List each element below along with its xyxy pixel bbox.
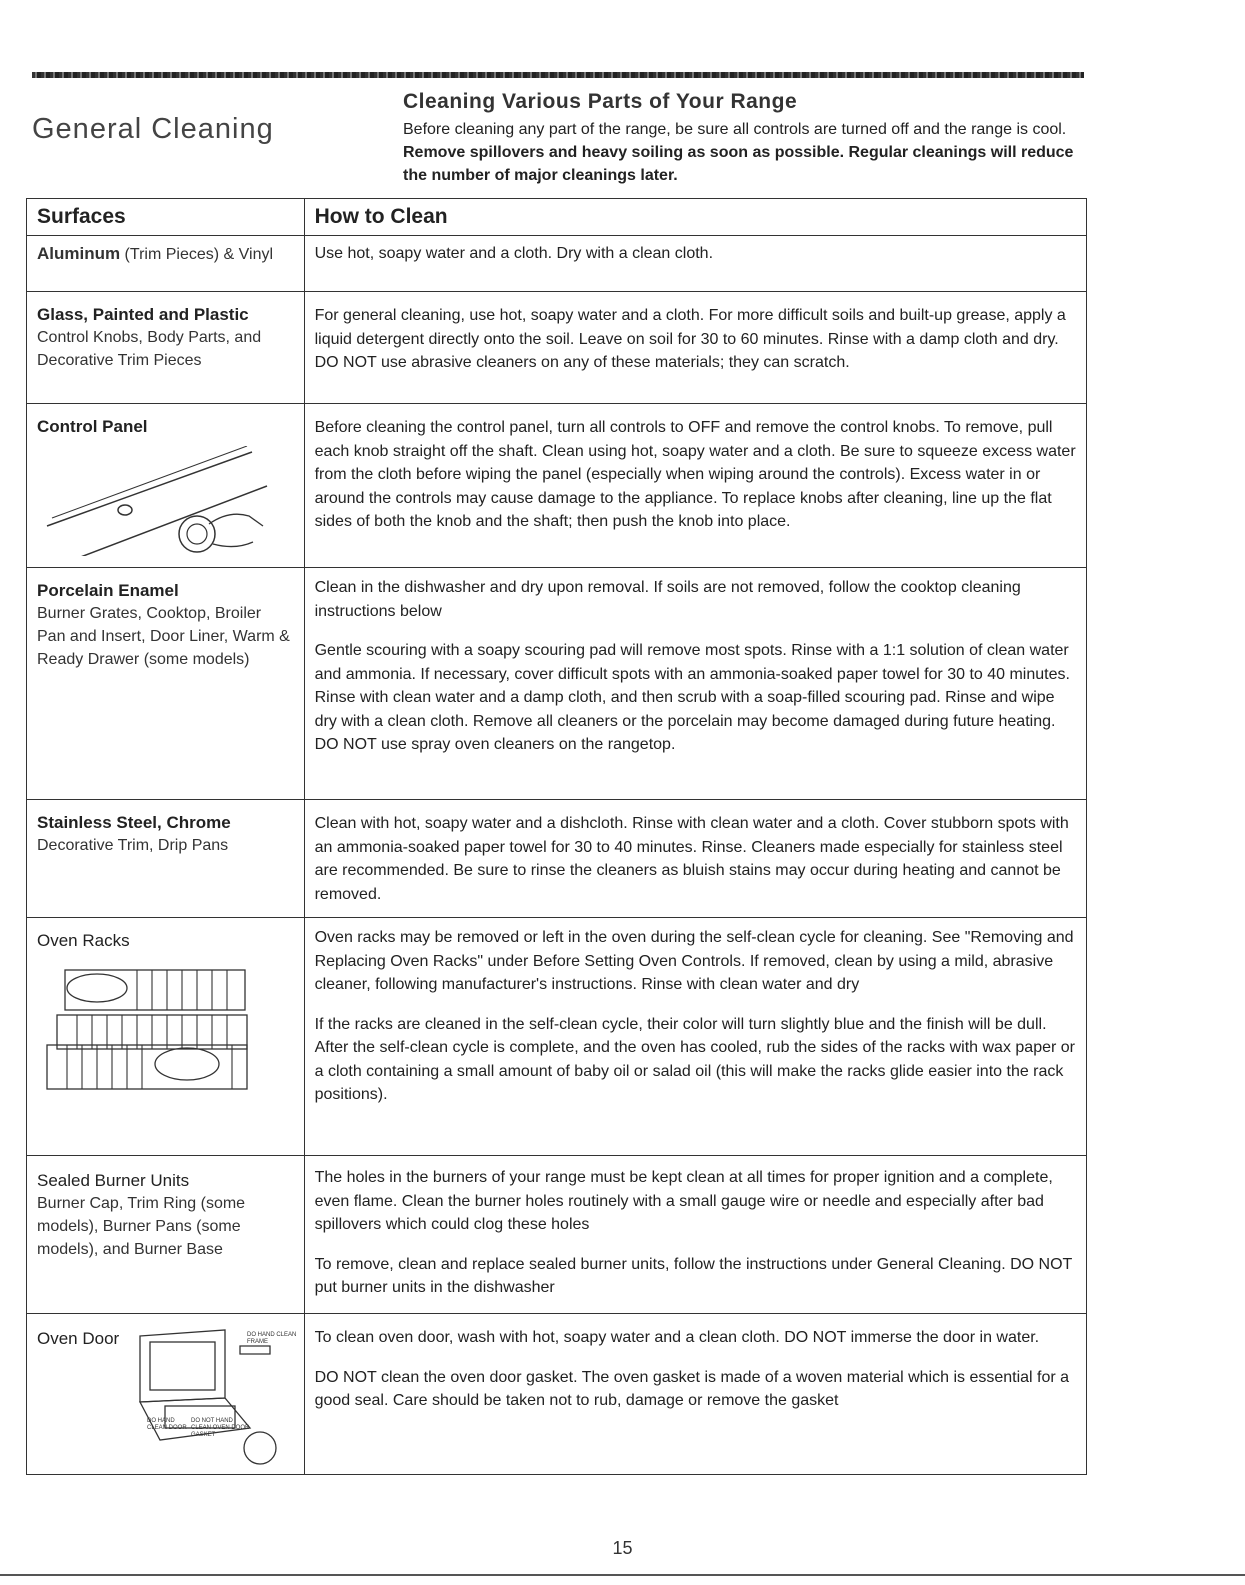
- how-cell: [304, 236, 1086, 292]
- header-how-to-clean: How to Clean: [304, 199, 1086, 236]
- how-cell: [304, 800, 1086, 918]
- table-row: [27, 568, 1087, 800]
- how-text: The holes in the burners of your range must be kept clean at all times for proper ignition and a complete, even flame. Clean the burner holes routinely with a small gauge wire or needle and especially after bad spillovers which could clog these holes: [314, 1169, 1053, 1233]
- table-row: [27, 404, 1087, 568]
- how-cell: [304, 568, 1086, 800]
- control-panel-illustration: [37, 446, 277, 556]
- surface-sub: Burner Cap, Trim Ring (some models), Burner Pans (some models), and Burner Base: [37, 1195, 246, 1258]
- how-cell: [304, 1156, 1086, 1314]
- label-gasket: DO NOT HAND CLEAN OVEN DOOR GASKET: [191, 1418, 250, 1438]
- surface-name: Glass, Painted and Plastic: [37, 305, 249, 324]
- bottom-rule: [0, 1574, 1245, 1576]
- surface-cell: [27, 292, 305, 404]
- surface-cell: [27, 1156, 305, 1314]
- how-text: To remove, clean and replace sealed burner units, follow the instructions under General Cleaning. DO NOT put burner units in the dishwasher: [314, 1255, 1073, 1296]
- surface-extra: (Trim Pieces) & Vinyl: [120, 246, 274, 263]
- surface-cell: [27, 918, 305, 1156]
- how-text: Clean in the dishwasher and dry upon removal. If soils are not removed, follow the cooktop cleaning instructions below: [314, 579, 1021, 620]
- surface-cell: [27, 236, 305, 292]
- how-cell: [304, 404, 1086, 568]
- intro-text: [403, 118, 1093, 187]
- how-text: To clean oven door, wash with hot, soapy water and a clean cloth. DO NOT immerse the door in water.: [314, 1329, 1040, 1346]
- oven-door-illustration: [130, 1328, 290, 1468]
- label-clean-frame: DO HAND CLEAN FRAME: [247, 1332, 297, 1345]
- surface-name: Sealed Burner Units: [37, 1171, 190, 1190]
- table-row: [27, 1314, 1087, 1475]
- oven-racks-illustration: [37, 960, 267, 1100]
- surface-cell: [27, 568, 305, 800]
- intro-text-plain: Before cleaning any part of the range, be sure all controls are turned off and the range is cool.: [403, 121, 1067, 138]
- surface-cell: [27, 404, 305, 568]
- page-number: 15: [612, 1538, 633, 1558]
- table-row: [27, 800, 1087, 918]
- surface-name: Control Panel: [37, 417, 148, 436]
- how-cell: [304, 292, 1086, 404]
- table-row: [27, 292, 1087, 404]
- how-text: Oven racks may be removed or left in the oven during the self-clean cycle for cleaning. See "Removing and Replacing Oven Racks" under Before Setting Oven Controls. If removed, clean by using a mild, abrasive cleaner, following manufacturer's instructions. Rinse with clean water and dry: [314, 929, 1074, 993]
- table-row: [27, 1156, 1087, 1314]
- intro-block: [403, 90, 1093, 187]
- how-text: For general cleaning, use hot, soapy water and a cloth. For more difficult soils and built-up grease, apply a liquid detergent directly onto the soil. Leave on soil for 30 to 60 minutes. Rinse with a damp cloth and dry. DO NOT use abrasive cleaners on any of these materials; they can scratch.: [314, 307, 1066, 371]
- table-header-row: [27, 199, 1087, 236]
- how-text: If the racks are cleaned in the self-clean cycle, their color will turn slightly blue and the finish will be dull. After the self-clean cycle is complete, and the oven has cooled, rub the sides of the racks with wax paper or a cloth containing a small amount of baby oil or salad oil (this will make the racks glide easier into the rack positions).: [314, 1015, 1075, 1103]
- surface-cell: [27, 800, 305, 918]
- how-text: Use hot, soapy water and a cloth. Dry with a clean cloth.: [314, 245, 714, 262]
- table-row: [27, 236, 1087, 292]
- label-clean-door: DO HAND CLEAN DOOR: [147, 1418, 187, 1431]
- section-title: General Cleaning: [32, 113, 274, 146]
- intro-heading: Cleaning Various Parts of Your Range: [403, 90, 798, 113]
- how-cell: [304, 918, 1086, 1156]
- surface-name: Stainless Steel, Chrome: [37, 813, 231, 832]
- surface-sub: Decorative Trim, Drip Pans: [37, 837, 229, 854]
- how-text: Clean with hot, soapy water and a dishcloth. Rinse with clean water and a cloth. Cover stubborn spots with an ammonia-soaked paper towel for 30 to 40 minutes. Rinse. Cleaners made especially for stainless steel are recommended. Be sure to rinse the cleaners as bluish stains may occur during heating and cannot be removed.: [314, 815, 1069, 903]
- surface-name: Oven Racks: [37, 931, 130, 950]
- top-rule: [32, 72, 1084, 78]
- cleaning-table: [26, 198, 1087, 1475]
- how-text: Gentle scouring with a soapy scouring pad will remove most spots. Rinse with a 1:1 solution of clean water and ammonia. If necessary, cover difficult spots with an ammonia-soaked paper towel for 30 to 40 minutes. Rinse with clean water and a damp cloth, and then scrub with a soap-filled scouring pad. Rinse and wipe dry with a clean cloth. Remove all cleaners or the porcelain may become damaged during future heating. DO NOT use spray oven cleaners on the rangetop.: [314, 642, 1070, 753]
- how-text: DO NOT clean the oven door gasket. The oven gasket is made of a woven material which is essential for a good seal. Care should be taken not to rub, damage or remove the gasket: [314, 1368, 1070, 1409]
- surface-sub: Control Knobs, Body Parts, and Decorative Trim Pieces: [37, 329, 262, 369]
- intro-text-bold: Remove spillovers and heavy soiling as soon as possible. Regular cleanings will reduce the number of major cleanings later.: [403, 144, 1074, 184]
- table-row: [27, 918, 1087, 1156]
- surface-name: Porcelain Enamel: [37, 581, 179, 600]
- surface-sub: Burner Grates, Cooktop, Broiler Pan and Insert, Door Liner, Warm & Ready Drawer (some models): [37, 605, 290, 668]
- surface-name: Oven Door: [37, 1329, 120, 1348]
- surface-name: Aluminum: [37, 244, 121, 263]
- how-cell: [304, 1314, 1086, 1475]
- header-surfaces: Surfaces: [27, 199, 305, 236]
- surface-cell: [27, 1314, 305, 1475]
- how-text: Before cleaning the control panel, turn all controls to OFF and remove the control knobs. To remove, pull each knob straight off the shaft. Clean using hot, soapy water and a cloth. Be sure to squeeze excess water from the cloth before wiping the panel (especially when wiping around the controls). Excess water in or around the controls may cause damage to the appliance. To replace knobs after cleaning, line up the flat sides of both the knob and the shaft; then push the knob into place.: [314, 419, 1076, 530]
- surface-aluminum: [37, 242, 294, 266]
